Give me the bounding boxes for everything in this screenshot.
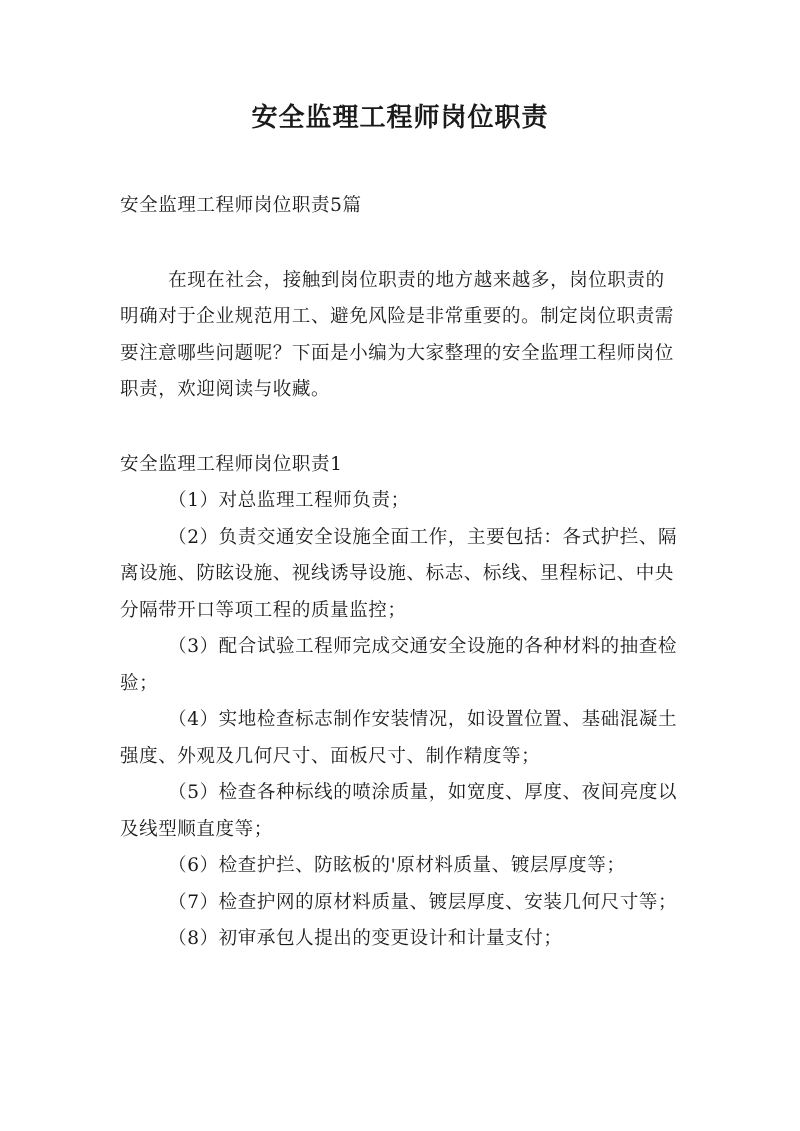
duty-item-3: （3）配合试验工程师完成交通安全设施的各种材料的抽查检验； [120, 636, 678, 694]
document-subtitle: 安全监理工程师岗位职责5篇 [120, 195, 362, 216]
intro-paragraph: 在现在社会，接触到岗位职责的地方越来越多，岗位职责的明确对于企业规范用工、避免风险是非常重要的。制定岗位职责需要注意哪些问题呢？下面是小编为大家整理的安全监理工程师岗位职责，欢迎阅读与收藏。 [120, 269, 674, 400]
duty-item-8: （8）初审承包人提出的变更设计和计量支付； [168, 928, 563, 949]
duty-item-1: （1）对总监理工程师负责； [168, 490, 410, 511]
duty-item-6: （6）检查护拦、防眩板的'原材料质量、镀层厚度等； [168, 855, 626, 876]
duty-item-4: （4）实地检查标志制作安装情况，如设置位置、基础混凝土强度、外观及几何尺寸、面板尺寸、制作精度等； [120, 709, 678, 767]
duty-item-2: （2）负责交通安全设施全面工作，主要包括：各式护拦、隔离设施、防眩设施、视线诱导设施、标志、标线、里程标记、中央分隔带开口等项工程的质量监控； [120, 526, 678, 621]
document-body [120, 188, 682, 958]
duty-item-5: （5）检查各种标线的喷涂质量，如宽度、厚度、夜间亮度以及线型顺直度等； [120, 782, 678, 840]
section-heading: 安全监理工程师岗位职责1 [120, 453, 343, 475]
page-title: 安全监理工程师岗位职责 [251, 103, 549, 133]
duty-item-7: （7）检查护网的原材料质量、镀层厚度、安装几何尺寸等； [168, 891, 678, 913]
